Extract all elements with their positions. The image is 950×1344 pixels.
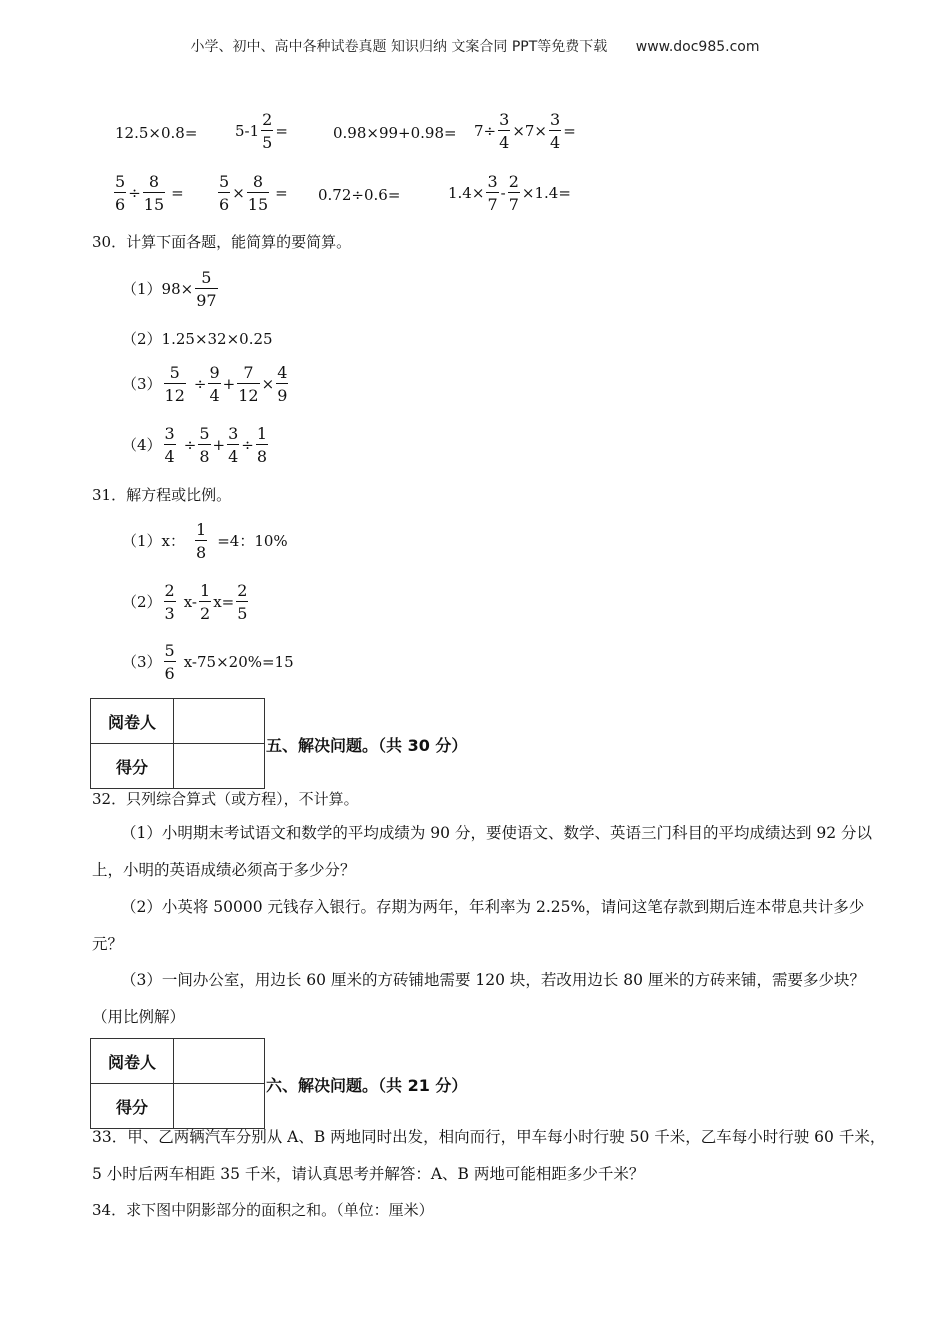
denominator: 2 [200, 604, 211, 623]
q31-part3 [122, 641, 294, 683]
numerator: 5 [115, 172, 126, 191]
fraction [256, 424, 268, 466]
numerator: 1 [200, 581, 211, 600]
numerator: 5 [219, 172, 230, 191]
fraction [227, 424, 239, 466]
section-6-title: 六、解决问题。（共 21 分） [266, 1076, 468, 1095]
denominator: 5 [262, 133, 273, 152]
numerator: 5 [164, 363, 186, 384]
equation-mid: x- [183, 593, 197, 611]
denominator: 12 [238, 386, 259, 405]
fraction [199, 581, 211, 623]
q31-title: 31．解方程或比例。 [92, 486, 232, 504]
numerator: 4 [277, 363, 288, 382]
numerator: 7 [237, 363, 259, 384]
numerator: 9 [209, 363, 220, 382]
reviewer-label: 阅卷人 [91, 1039, 174, 1084]
fraction [549, 110, 561, 152]
calc-8-pre: 1.4× [448, 184, 485, 202]
calc-5 [112, 172, 184, 214]
numerator: 5 [199, 424, 210, 443]
section-5-title: 五、解决问题。（共 30 分） [266, 736, 468, 755]
page-header [0, 36, 950, 56]
q30-part1 [122, 268, 220, 310]
score-label: 得分 [91, 744, 174, 789]
fraction [276, 363, 288, 405]
denominator: 4 [164, 447, 175, 466]
fraction [498, 110, 510, 152]
calc-2-post: = [275, 122, 288, 140]
q31-part1 [122, 520, 288, 562]
q31-part2 [122, 581, 250, 623]
denominator: 4 [209, 386, 220, 405]
calc-8-post: ×1.4= [521, 184, 571, 202]
fraction [486, 172, 498, 214]
q30-part3 [122, 363, 290, 405]
denominator: 4 [499, 133, 510, 152]
fraction [143, 172, 165, 214]
fraction [208, 363, 220, 405]
calc-8 [448, 172, 571, 214]
fraction [218, 172, 230, 214]
denominator: 8 [196, 543, 207, 562]
denominator: 97 [196, 291, 217, 310]
q32-title: 32．只列综合算式（或方程），不计算。 [92, 790, 359, 808]
numerator: 2 [237, 581, 248, 600]
header-site-link[interactable]: www.doc985.com [635, 39, 760, 55]
q32-part2: （2）小英将 50000 元钱存入银行。存期为两年，年利率为 2.25%，请问这笔存款到期后连本带息共计多少元？ [92, 898, 865, 953]
score-cell[interactable] [174, 744, 265, 789]
denominator: 6 [219, 195, 230, 214]
q32-part3: （3）一间办公室，用边长 60 厘米的方砖铺地需要 120 块，若改用边长 80 厘米的方砖来铺，需要多少块？（用比例解） [92, 971, 865, 1026]
denominator: 6 [164, 664, 175, 683]
denominator: 6 [115, 195, 126, 214]
calc-1: 12.5×0.8= [115, 124, 198, 142]
denominator: 9 [277, 386, 288, 405]
calc-6-post: = [275, 184, 288, 202]
fraction [195, 268, 217, 310]
denominator: 8 [256, 447, 268, 466]
part-label: （2） [122, 593, 162, 611]
calc-4-pre: 7÷ [474, 122, 497, 140]
part-label: （3） [122, 375, 162, 393]
q34-text: 34．求下图中阴影部分的面积之和。（单位：厘米） [92, 1201, 434, 1219]
operator: × [232, 184, 245, 202]
calc-4-mid: ×7× [512, 122, 547, 140]
fraction [114, 172, 126, 214]
numerator: 2 [164, 581, 175, 600]
calc-5-post: = [171, 184, 184, 202]
calc-2 [235, 110, 288, 152]
numerator: 8 [143, 172, 165, 193]
fraction [164, 641, 176, 683]
q30-title: 30．计算下面各题，能简算的要简算。 [92, 233, 352, 251]
operator: + [222, 375, 236, 393]
denominator: 4 [228, 447, 239, 466]
calc-7: 0.72÷0.6= [318, 186, 401, 204]
denominator: 8 [199, 447, 210, 466]
q30-part4 [122, 424, 270, 466]
calc-3: 0.98×99+0.98= [333, 124, 457, 142]
calc-6 [216, 172, 288, 214]
numerator: 3 [228, 424, 239, 443]
reviewer-cell[interactable] [174, 699, 265, 744]
equation-rest: =4：10% [217, 532, 288, 550]
part-label: （1）x： [122, 532, 186, 550]
numerator: 5 [164, 641, 175, 660]
denominator: 12 [164, 386, 185, 405]
denominator: 15 [247, 195, 269, 214]
denominator: 7 [508, 195, 519, 214]
numerator: 1 [256, 424, 268, 443]
part-label: （4） [122, 436, 162, 454]
calc-2-pre: 5-1 [235, 122, 260, 140]
operator: × [261, 375, 275, 393]
numerator: 2 [508, 172, 519, 191]
q30-part2: （2）1.25×32×0.25 [122, 330, 273, 348]
operator: ÷ [193, 375, 207, 393]
reviewer-label: 阅卷人 [91, 699, 174, 744]
operator: ÷ [241, 436, 254, 454]
numerator: 3 [499, 110, 510, 129]
fraction [164, 581, 176, 623]
q32-part1: （1）小明期末考试语文和数学的平均成绩为 90 分，要使语文、数学、英语三门科目的平均成绩达到 92 分以上，小明的英语成绩必须高于多少分？ [92, 824, 873, 879]
fraction [164, 363, 186, 405]
denominator: 3 [164, 604, 175, 623]
part-label: （1）98× [122, 280, 194, 298]
grading-box-5 [90, 698, 265, 789]
fraction [198, 424, 210, 466]
fraction [164, 424, 176, 466]
fraction [237, 363, 259, 405]
numerator: 3 [550, 110, 561, 129]
denominator: 7 [487, 195, 498, 214]
numerator: 3 [487, 172, 498, 191]
equation-mid: x= [213, 593, 235, 611]
operator: ÷ [183, 436, 197, 454]
denominator: 5 [237, 604, 248, 623]
fraction [508, 172, 520, 214]
part-label: （3） [122, 653, 162, 671]
numerator: 5 [195, 268, 217, 289]
denominator: 15 [143, 195, 165, 214]
numerator: 2 [262, 110, 273, 129]
numerator: 1 [196, 520, 207, 539]
calc-4-post: = [563, 122, 576, 140]
numerator: 3 [164, 424, 175, 443]
q33-text: 33．甲、乙两辆汽车分别从 A、B 两地同时出发，相向而行，甲车每小时行驶 50 千米，乙车每小时行驶 60 千米，5 小时后两车相距 35 千米，请认真思考并解答：A、B 两地可能相距多少千米？ [92, 1128, 886, 1183]
operator: ÷ [128, 184, 141, 202]
reviewer-cell[interactable] [174, 1039, 265, 1084]
numerator: 8 [247, 172, 269, 193]
grading-box-6 [90, 1038, 265, 1129]
score-label: 得分 [91, 1084, 174, 1129]
fraction [261, 110, 273, 152]
operator: + [212, 436, 226, 454]
denominator: 4 [550, 133, 561, 152]
header-title: 小学、初中、高中各种试卷真题 知识归纳 文案合同 PPT等免费下载 [190, 39, 608, 55]
fraction [236, 581, 248, 623]
fraction [195, 520, 207, 562]
equation-rest: x-75×20%=15 [183, 653, 294, 671]
calc-8-mid: - [500, 184, 506, 202]
fraction [247, 172, 269, 214]
calc-4 [474, 110, 576, 152]
